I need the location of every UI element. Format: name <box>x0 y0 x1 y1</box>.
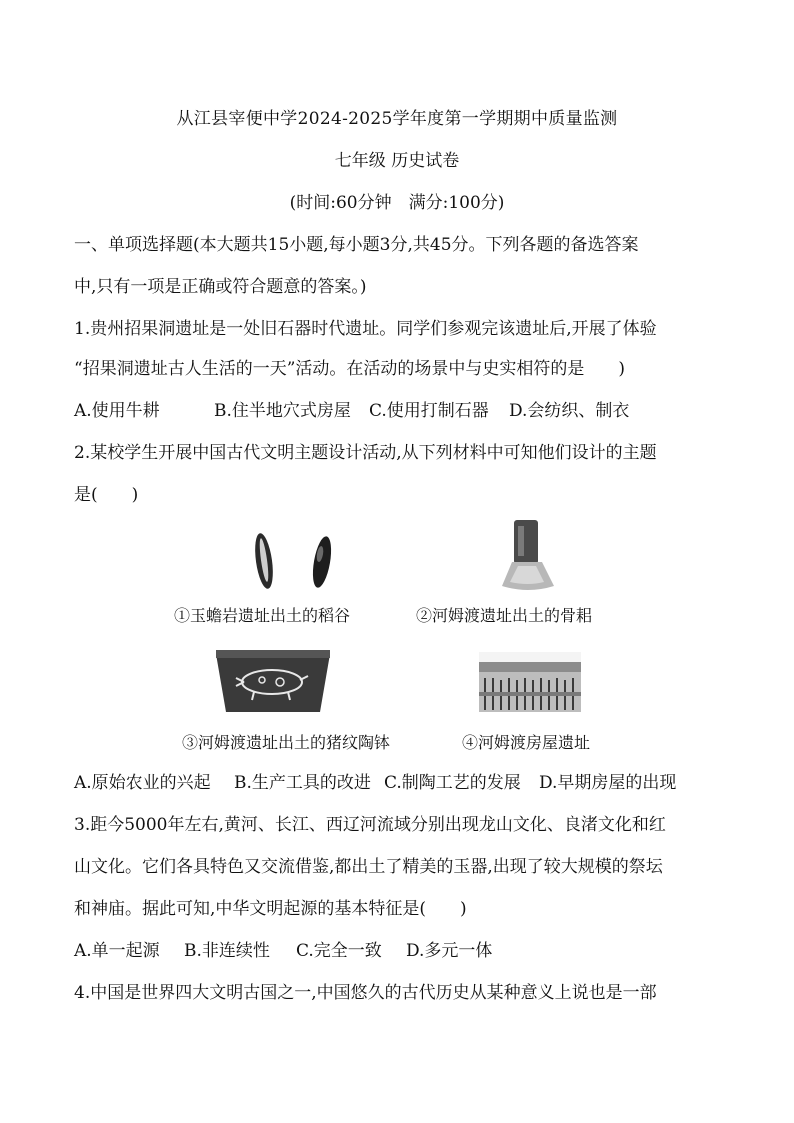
q2-option-d: D.早期房屋的出现 <box>539 773 677 793</box>
q2-line1: 2.某校学生开展中国古代文明主题设计活动,从下列材料中可知他们设计的主题 <box>74 443 657 463</box>
figure-caption-2: ②河姆渡遗址出土的骨耜 <box>416 606 593 625</box>
q3-line3: 和神庙。据此可知,中华文明起源的基本特征是( ) <box>74 899 467 919</box>
q1-option-d: D.会纺织、制衣 <box>509 401 630 421</box>
q1-option-a: A.使用牛耕 <box>74 401 160 421</box>
figure-caption-3: ③河姆渡遗址出土的猪纹陶钵 <box>182 733 391 752</box>
q1-options <box>74 400 724 422</box>
q2-line2: 是( ) <box>74 485 139 505</box>
exam-title: 从江县宰便中学2024-2025学年度第一学期期中质量监测 <box>176 109 618 129</box>
exam-subtitle: 七年级 历史试卷 <box>334 151 460 171</box>
q3-line1: 3.距今5000年左右,黄河、长江、西辽河流域分别出现龙山文化、良渚文化和红 <box>74 815 666 835</box>
figure-caption-1: ①玉蟾岩遗址出土的稻谷 <box>174 606 351 625</box>
q2-options <box>74 772 724 794</box>
q1-line2: “招果洞遗址古人生活的一天”活动。在活动的场景中与史实相符的是 ) <box>74 359 626 379</box>
q1-option-c: C.使用打制石器 <box>369 401 489 421</box>
q4-line1: 4.中国是世界四大文明古国之一,中国悠久的古代历史从某种意义上说也是一部 <box>74 983 657 1003</box>
q3-option-c: C.完全一致 <box>296 941 382 961</box>
figure-caption-4: ④河姆渡房屋遗址 <box>462 733 591 752</box>
q1-line1: 1.贵州招果洞遗址是一处旧石器时代遗址。同学们参观完该遗址后,开展了体验 <box>74 319 657 339</box>
rice-grains-image <box>244 530 340 592</box>
q3-option-b: B.非连续性 <box>184 941 270 961</box>
q3-option-a: A.单一起源 <box>74 941 160 961</box>
q1-option-b: B.住半地穴式房屋 <box>214 401 351 421</box>
q3-line2: 山文化。它们各具特色又交流借鉴,都出土了精美的玉器,出现了较大规模的祭坛 <box>74 857 663 877</box>
pig-pattern-bowl-image <box>214 648 332 716</box>
q2-option-c: C.制陶工艺的发展 <box>384 773 521 793</box>
q2-option-a: A.原始农业的兴起 <box>74 773 211 793</box>
house-site-image <box>479 652 581 712</box>
section-heading-line2: 中,只有一项是正确或符合题意的答案。) <box>74 277 367 297</box>
bone-spade-image <box>500 516 556 596</box>
time-info: (时间:60分钟 满分:100分) <box>289 193 505 213</box>
section-heading-line1: 一、单项选择题(本大题共15小题,每小题3分,共45分。下列各题的备选答案 <box>74 235 639 255</box>
q2-option-b: B.生产工具的改进 <box>234 773 371 793</box>
q3-options <box>74 940 724 962</box>
q3-option-d: D.多元一体 <box>406 941 493 961</box>
